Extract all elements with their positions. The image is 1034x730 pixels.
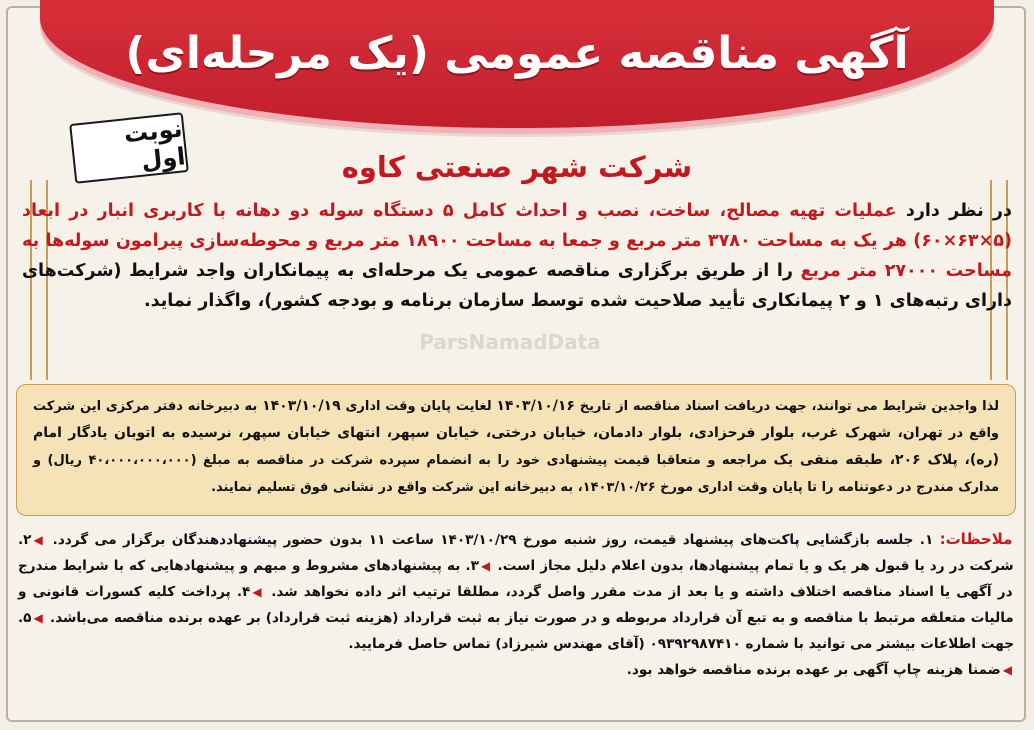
arrow-icon: ◀ (33, 611, 43, 625)
note-2: ۲. شرکت در رد یا قبول هر یک و یا تمام پیشنهادها، بدون اعلام دلیل مجاز است. (18, 532, 1014, 574)
box-part2: لغایت پایان وقت اداری (340, 399, 497, 414)
main-intro: در نظر دارد (896, 201, 1012, 221)
main-project-desc: عملیات تهیه مصالح، ساخت، نصب و احداث کامل ۵ دستگاه سوله دو دهانه با کاربری انبار در ابعاد (۵×۶۳×۶۰) هر یک به مساحت ۳۷۸۰ متر مربع و جمعا به مساحت ۱۸۹۰۰ متر مربع و محوطه‌سازی پیرامون سوله‌ها به مساحت ۲۷۰۰۰ متر مربع (22, 201, 1012, 281)
watermark: ParsNamadData (419, 330, 601, 354)
note-5: ۵. جهت اطلاعات بیشتر می توانید با شماره ۰۹۳۹۲۹۸۷۴۱۰ (آقای مهندس شیرزاد) تماس حاصل فرمایید. (18, 610, 1014, 652)
notes-heading: ملاحظات: (939, 530, 1013, 548)
note-6: ضمنا هزینه چاپ آگهی بر عهده برنده مناقصه خواهد بود. (626, 662, 1001, 678)
main-rest: را از طریق برگزاری مناقصه عمومی یک مرحله‌ای به پیمانکاران واجد شرایط (شرکت‌های دارای رتبه‌های ۱ و ۲ پیمانکاری تأیید صلاحیت شده توسط سازمان برنامه و بودجه کشور)، واگذار نماید. (22, 261, 1012, 311)
notice-title: آگهی مناقصه عمومی (یک مرحله‌ای) (125, 28, 909, 79)
arrow-icon: ◀ (1002, 663, 1012, 677)
arrow-icon: ◀ (252, 585, 264, 599)
round-badge: نوبت اول (69, 112, 189, 184)
company-name: شرکت شهر صنعتی کاوه (341, 150, 693, 184)
arrow-icon: ◀ (480, 559, 491, 573)
notes-section (18, 526, 1014, 683)
box-date-end: ۱۴۰۳/۱۰/۱۹ (262, 398, 341, 414)
box-date-start: ۱۴۰۳/۱۰/۱۶ (496, 398, 575, 414)
box-part3: به دبیرخانه دفتر مرکزی این شرکت واقع در (33, 399, 1000, 441)
arrow-icon: ◀ (33, 533, 45, 547)
box-part4: مراجعه و متعاقبا قیمت پیشنهادی خود را به انضمام سپرده شرکت در مناقصه به مبلغ (۴۰،۰۰۰،۰۰۰،۰۰۰ ریال) و مدارک مندرج در دعوتنامه را تا پایان وقت اداری مورخ ۱۴۰۳/۱۰/۲۶، به دبیرخانه این شرکت واقع در نشانی فوق تسلیم نمایند. (33, 453, 999, 495)
box-address: تهران، شهرک غرب، بلوار فرحزادی، بلوار دادمان، خیابان درختی، خیابان سپهر، انتهای خیابان سپهر، نرسیده به اتوبان یادگار امام (ره)، پلاک ۲۰۶، طبقه منفی یک (33, 425, 999, 468)
main-paragraph (22, 196, 1012, 316)
conditions-box (16, 384, 1016, 516)
note-3: ۳. به پیشنهادهای مشروط و مبهم و پیشنهادهایی که با شرایط مندرج در آگهی یا اسناد مناقصه اختلاف داشته و یا بعد از مدت مقرر واصل گردد، مطلقا ترتیب اثر داده نخواهد شد. (18, 558, 1013, 600)
note-4: ۴. پرداخت کلیه کسورات قانونی و مالیات متعلقه مرتبط با مناقصه و به تبع آن قرارداد مربوطه و در صورت نیاز به ثبت قرارداد (هزینه ثبت قرارداد) بر عهده برنده مناقصه می‌باشد. (18, 584, 1014, 626)
note-1: ۱. جلسه بازگشایی پاکت‌های پیشنهاد قیمت، روز شنبه مورخ ۱۴۰۳/۱۰/۲۹ ساعت ۱۱ بدون حضور پیشنهاددهندگان برگزار می گردد. (52, 532, 934, 548)
box-part1: لذا واجدین شرایط می توانند، جهت دریافت اسناد مناقصه از تاریخ (574, 399, 1000, 414)
